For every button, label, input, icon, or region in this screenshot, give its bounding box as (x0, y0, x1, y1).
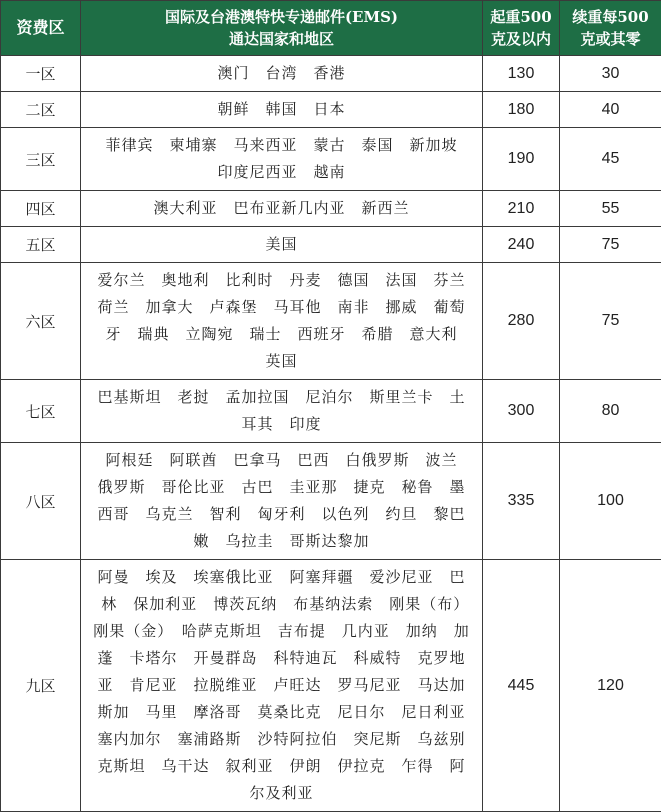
zone-cell: 三区 (1, 128, 81, 191)
countries-cell: 菲律宾 柬埔寨 马来西亚 蒙古 泰国 新加坡 印度尼西亚 越南 (81, 128, 483, 191)
header-countries-line2: 通达国家和地区 (83, 28, 480, 50)
table-header (1, 1, 661, 56)
header-zone: 资费区 (1, 1, 81, 56)
table-body (1, 56, 661, 812)
table-row (1, 227, 661, 263)
continued-weight-price: 75 (560, 263, 661, 380)
table-row (1, 191, 661, 227)
continued-weight-price: 100 (560, 443, 661, 560)
header-first-line1: 起重500 (485, 6, 557, 28)
header-first-line2: 克及以内 (485, 28, 557, 50)
header-cont-line2: 克或其零 (562, 28, 659, 50)
first-weight-price: 445 (483, 560, 560, 812)
continued-weight-price: 30 (560, 56, 661, 92)
zone-cell: 九区 (1, 560, 81, 812)
first-weight-price: 190 (483, 128, 560, 191)
first-weight-price: 335 (483, 443, 560, 560)
table-row (1, 263, 661, 380)
countries-cell: 爱尔兰 奥地利 比利时 丹麦 德国 法国 芬兰 荷兰 加拿大 卢森堡 马耳他 南非 挪威 葡萄牙 瑞典 立陶宛 瑞士 西班牙 希腊 意大利 英国 (81, 263, 483, 380)
header-countries (81, 1, 483, 56)
table-row (1, 128, 661, 191)
continued-weight-price: 120 (560, 560, 661, 812)
zone-cell: 四区 (1, 191, 81, 227)
first-weight-price: 180 (483, 92, 560, 128)
countries-cell: 朝鲜 韩国 日本 (81, 92, 483, 128)
table-row (1, 92, 661, 128)
countries-cell: 阿曼 埃及 埃塞俄比亚 阿塞拜疆 爱沙尼亚 巴林 保加利亚 博茨瓦纳 布基纳法索 刚果（布） 刚果（金） 哈萨克斯坦 吉布提 几内亚 加纳 加蓬 卡塔尔 开曼群岛 科特迪瓦 科威特 克罗地亚 肯尼亚 拉脱维亚 卢旺达 罗马尼亚 马达加斯加 马里 摩洛哥 莫桑比克 尼日尔 尼日利亚 塞内加尔 塞浦路斯 沙特阿拉伯 突尼斯 乌兹别克斯坦 乌干达 叙利亚 伊朗 伊拉克 乍得 阿尔及利亚 (81, 560, 483, 812)
countries-cell: 澳大利亚 巴布亚新几内亚 新西兰 (81, 191, 483, 227)
table-row (1, 443, 661, 560)
first-weight-price: 300 (483, 380, 560, 443)
continued-weight-price: 75 (560, 227, 661, 263)
header-countries-line1: 国际及台港澳特快专递邮件(EMS) (83, 6, 480, 28)
zone-cell: 八区 (1, 443, 81, 560)
table-row (1, 380, 661, 443)
first-weight-price: 240 (483, 227, 560, 263)
header-first-weight (483, 1, 560, 56)
zone-cell: 五区 (1, 227, 81, 263)
zone-cell: 二区 (1, 92, 81, 128)
zone-cell: 六区 (1, 263, 81, 380)
first-weight-price: 130 (483, 56, 560, 92)
table-row (1, 56, 661, 92)
continued-weight-price: 45 (560, 128, 661, 191)
continued-weight-price: 40 (560, 92, 661, 128)
continued-weight-price: 80 (560, 380, 661, 443)
table-row (1, 560, 661, 812)
countries-cell: 美国 (81, 227, 483, 263)
countries-cell: 阿根廷 阿联酋 巴拿马 巴西 白俄罗斯 波兰 俄罗斯 哥伦比亚 古巴 圭亚那 捷克 秘鲁 墨西哥 乌克兰 智利 匈牙利 以色列 约旦 黎巴嫩 乌拉圭 哥斯达黎加 (81, 443, 483, 560)
zone-cell: 七区 (1, 380, 81, 443)
header-row (1, 1, 661, 56)
first-weight-price: 280 (483, 263, 560, 380)
header-continued-weight (560, 1, 661, 56)
header-cont-line1: 续重每500 (562, 6, 659, 28)
first-weight-price: 210 (483, 191, 560, 227)
countries-cell: 澳门 台湾 香港 (81, 56, 483, 92)
continued-weight-price: 55 (560, 191, 661, 227)
zone-cell: 一区 (1, 56, 81, 92)
countries-cell: 巴基斯坦 老挝 孟加拉国 尼泊尔 斯里兰卡 土耳其 印度 (81, 380, 483, 443)
